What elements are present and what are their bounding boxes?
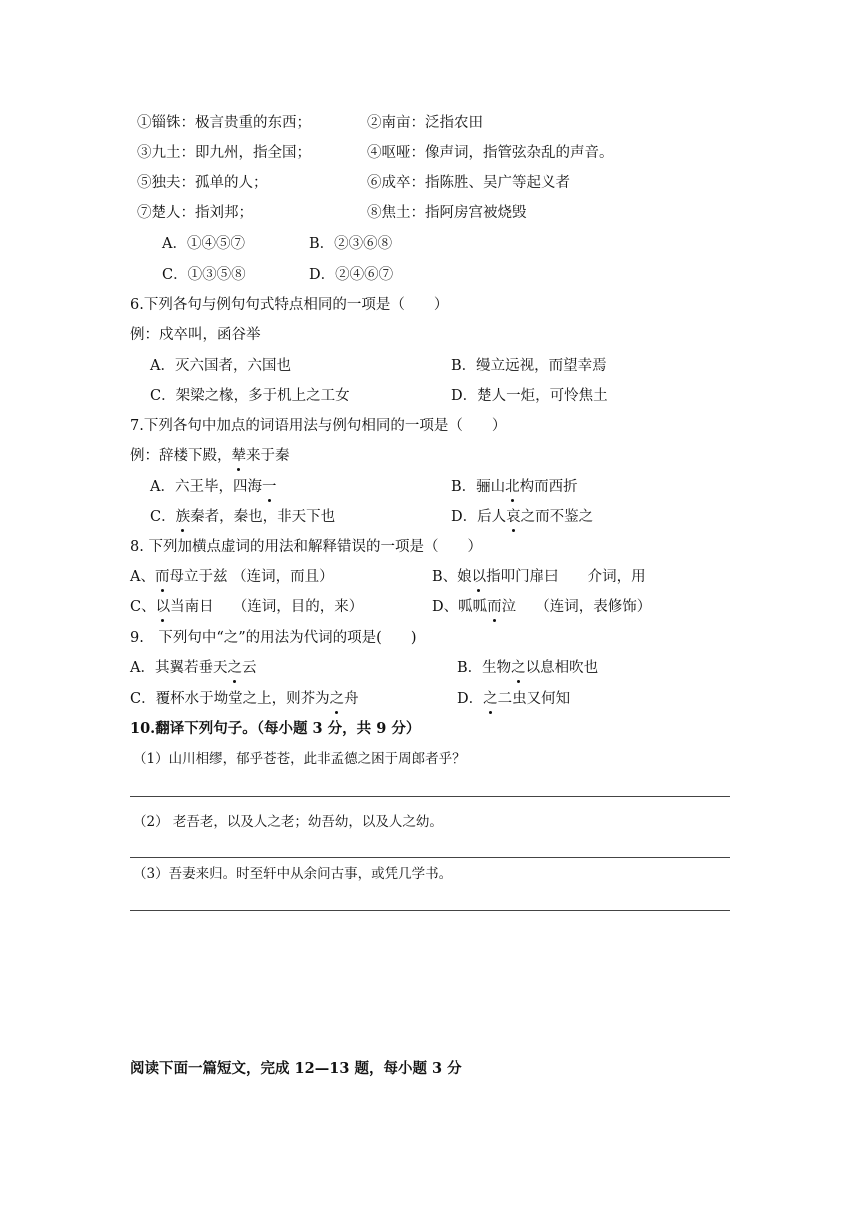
q5-item-8: ⑧焦土：指阿房宫被烧毁 [367,205,527,221]
q9-option-a: A．其翼若垂天之云 [130,660,257,676]
answer-line [130,796,730,797]
q5-item-4: ④呕哑：像声词，指管弦杂乱的声音。 [367,145,614,161]
q5-item-6: ⑥成卒：指陈胜、吴广等起义者 [367,175,570,191]
q9-option-d: D．之二虫又何知 [457,691,571,707]
q5-item-2: ②南亩：泛指农田 [367,115,483,131]
answer-line [130,857,730,858]
answer-line [130,910,730,911]
q8-option-b: B、娘以指叩门扉曰 介词，用 [432,569,646,585]
dotted-word: 辇 [231,448,246,464]
q7-example: 例：辞楼下殿，辇来于秦 [130,448,290,464]
q7-option-b: B．骊山北构而西折 [451,479,578,495]
dotted-word: 之 [227,660,242,676]
dotted-word: 以 [155,599,171,615]
q8-option-c: C、以当南日 （连词，目的，来） [130,599,364,615]
dotted-word: 哀 [506,509,521,525]
q10-item-1: （1）山川相缪，郁乎苍苍，此非孟德之困于周郎者乎？ [133,751,466,767]
dotted-word: 而 [154,569,170,585]
q5-choice-d: D．②④⑥⑦ [309,267,394,283]
q8-option-a: A、而母立于兹 （连词，而且） [130,569,334,585]
q6-stem: 6.下列各句与例句句式特点相同的一项是（ ） [130,297,449,313]
q7-stem: 7.下列各句中加点的词语用法与例句相同的一项是（ ） [130,418,507,434]
q8-stem: 8. 下列加横点虚词的用法和解释错误的一项是（ ） [130,539,482,555]
q5-item-7: ⑦楚人：指刘邦； [137,205,253,221]
q5-choice-a: A．①④⑤⑦ [162,236,245,252]
dotted-word: 之 [329,691,345,707]
q6-option-c: C．架梁之椽，多于机上之工女 [150,388,350,404]
q10-item-3: （3）吾妻来归。时至轩中从余问古事，或凭几学书。 [133,866,453,882]
dotted-word: 族 [175,509,191,525]
dotted-word: 以 [471,569,487,585]
q7-option-c: C．族秦者，秦也，非天下也 [150,509,336,525]
dotted-word: 之 [511,660,526,676]
dotted-word: 北 [505,479,520,495]
q6-example: 例：戍卒叫，函谷举 [130,327,261,343]
q7-option-a: A．六王毕，四海一 [150,479,277,495]
q5-choice-b: B．②③⑥⑧ [309,236,393,252]
dotted-word: 而 [487,599,502,615]
dotted-word: 之 [483,691,498,707]
q10-item-2: （2） 老吾老，以及人之老；幼吾幼，以及人之幼。 [133,814,443,830]
q9-option-b: B．生物之以息相吹也 [457,660,599,676]
q5-choice-c: C．①③⑤⑧ [162,267,246,283]
q5-item-5: ⑤独夫：孤单的人； [137,175,268,191]
q5-item-1: ①锱铢：极言贵重的东西； [137,115,311,131]
dotted-word: 一 [261,479,277,495]
reading-intro: 阅读下面一篇短文，完成 12—13 题，每小题 3 分 [130,1060,462,1077]
q9-option-c: C．覆杯水于坳堂之上，则芥为之舟 [130,691,359,707]
q6-option-a: A．灭六国者，六国也 [150,358,291,374]
q6-option-b: B．缦立远视，而望幸焉 [451,358,607,374]
q10-stem: 10.翻译下列句子。（每小题 3 分，共 9 分） [130,720,421,737]
q9-stem: 9. 下列句中“之”的用法为代词的项是( ) [130,630,417,646]
q8-option-d: D、呱呱而泣 （连词，表修饰） [432,599,652,615]
q5-item-3: ③九土：即九州，指全国； [137,145,311,161]
q6-option-d: D．楚人一炬，可怜焦土 [451,388,608,404]
q7-option-d: D．后人哀之而不鉴之 [451,509,594,525]
